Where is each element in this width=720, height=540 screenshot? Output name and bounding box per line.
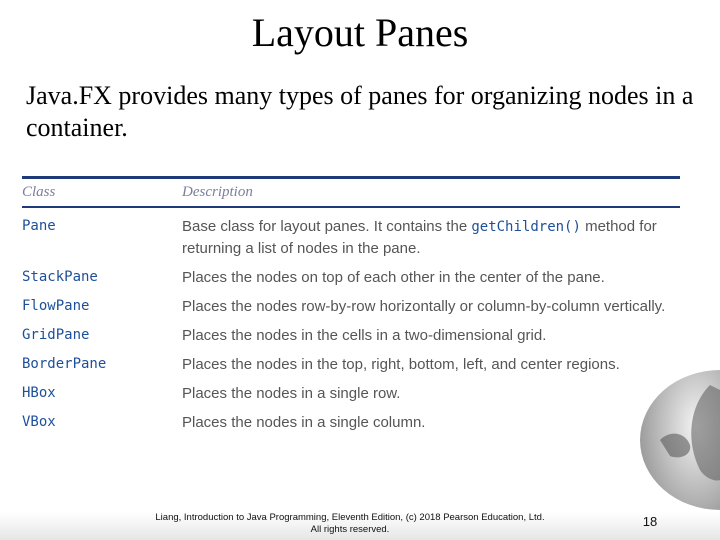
table-row xyxy=(22,354,680,375)
table-header xyxy=(22,179,680,206)
table-row xyxy=(22,216,680,259)
row-description: Places the nodes in a single column. xyxy=(182,414,426,431)
row-class-name: VBox xyxy=(22,414,56,430)
row-class-name: FlowPane xyxy=(22,298,90,314)
row-class-name: StackPane xyxy=(22,269,98,285)
page-number: 18 xyxy=(642,514,658,529)
header-class: Class xyxy=(22,184,56,200)
table-row xyxy=(22,383,680,404)
desc-text: method for returning a list of nodes in the pane. xyxy=(182,218,657,257)
row-description: Places the nodes in the top, right, bottom, left, and center regions. xyxy=(182,356,620,373)
row-description xyxy=(182,216,680,259)
table-row xyxy=(22,296,680,317)
table-row xyxy=(22,325,680,346)
row-description: Places the nodes in the cells in a two-dimensional grid. xyxy=(182,327,547,344)
desc-text: Base class for layout panes. It contains the xyxy=(182,218,472,235)
row-description: Places the nodes on top of each other in the center of the pane. xyxy=(182,269,605,286)
row-class-name: BorderPane xyxy=(22,356,107,372)
row-class-name: HBox xyxy=(22,385,56,401)
slide-title: Layout Panes xyxy=(251,10,469,55)
footer-citation xyxy=(130,512,570,536)
row-description: Places the nodes row-by-row horizontally or column-by-column vertically. xyxy=(182,298,666,315)
row-class-name: Pane xyxy=(22,218,56,234)
panes-table xyxy=(22,176,680,433)
desc-code: getChildren() xyxy=(471,219,581,235)
table-header-rule xyxy=(22,206,680,208)
table-row xyxy=(22,412,680,433)
table-row xyxy=(22,267,680,288)
footer-line-1: Liang, Introduction to Java Programming, Eleventh Edition, (c) 2018 Pearson Education, Ltd. xyxy=(155,512,545,523)
header-description: Description xyxy=(182,184,253,200)
footer-line-2: All rights reserved. xyxy=(310,524,390,535)
row-description: Places the nodes in a single row. xyxy=(182,385,401,402)
row-class-name: GridPane xyxy=(22,327,90,343)
intro-text: Java.FX provides many types of panes for organizing nodes in a container. xyxy=(26,81,694,142)
